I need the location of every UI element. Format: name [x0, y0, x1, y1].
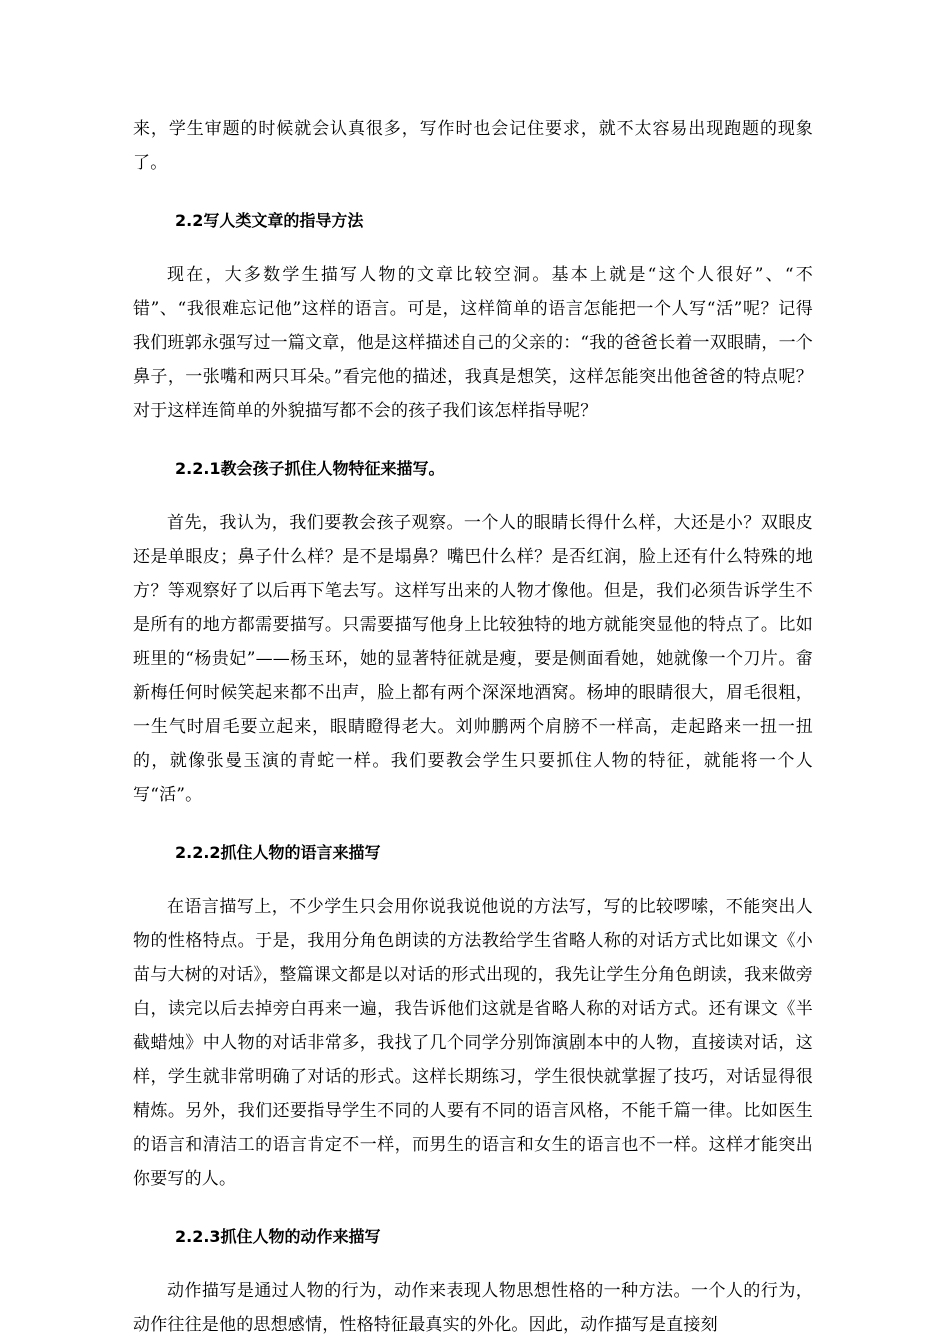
section-heading-2-2-1: 2.2.1教会孩子抓住人物特征来描写。: [175, 459, 445, 478]
paragraph-2-2-intro: 现在，大多数学生描写人物的文章比较空洞。基本上就是“这个人很好”、“不错”、“我很难忘记他”这样的语言。可是，这样简单的语言怎能把一个人写“活”呢？记得我们班郭永强写过一篇文章，他是这样描述自己的父亲的：“我的爸爸长着一双眼睛，一个鼻子，一张嘴和两只耳朵。”看完他的描述，我真是想笑，这样怎能突出他爸爸的特点呢？对于这样连简单的外貌描写都不会的孩子我们该怎样指导呢？: [133, 265, 813, 421]
paragraph-2-2-2: 在语言描写上，不少学生只会用你说我说他说的方法写，写的比较啰嗦，不能突出人物的性格特点。于是，我用分角色朗读的方法教给学生省略人称的对话方式比如课文《小苗与大树的对话》，整篇课文都是以对话的形式出现的，我先让学生分角色朗读，我来做旁白，读完以后去掉旁白再来一遍，我告诉他们这就是省略人称的对话方式。还有课文《半截蜡烛》中人物的对话非常多，我找了几个同学分别饰演剧本中的人物，直接读对话，这样，学生就非常明确了对话的形式。这样长期练习，学生很快就掌握了技巧，对话显得很精炼。另外，我们还要指导学生不同的人要有不同的语言风格，不能千篇一律。比如医生的语言和清洁工的语言肯定不一样，而男生的语言和女生的语言也不一样。这样才能突出你要写的人。: [133, 897, 813, 1189]
section-heading-2-2-3: 2.2.3抓住人物的动作来描写: [175, 1227, 381, 1246]
paragraph-continuation: 来，学生审题的时候就会认真很多，写作时也会记住要求，就不太容易出现跑题的现象了。: [133, 119, 813, 173]
document-page: [133, 112, 813, 1342]
paragraph-2-2-3: 动作描写是通过人物的行为，动作来表现人物思想性格的一种方法。一个人的行为，动作往往是他的思想感情，性格特征最真实的外化。因此，动作描写是直接刻: [133, 1281, 813, 1335]
section-heading-2-2: 2.2写人类文章的指导方法: [175, 211, 364, 230]
paragraph-2-2-1: 首先，我认为，我们要教会孩子观察。一个人的眼睛长得什么样，大还是小？双眼皮还是单眼皮；鼻子什么样？是不是塌鼻？嘴巴什么样？是否红润，脸上还有什么特殊的地方？等观察好了以后再下笔去写。这样写出来的人物才像他。但是，我们必须告诉学生不是所有的地方都需要描写。只需要描写他身上比较独特的地方就能突显他的特点了。比如班里的“杨贵妃”——杨玉环，她的显著特征就是瘦，要是侧面看她，她就像一个刀片。畲新梅任何时候笑起来都不出声，脸上都有两个深深地酒窝。杨坤的眼睛很大，眉毛很粗，一生气时眉毛要立起来，眼睛瞪得老大。刘帅鹏两个肩膀不一样高，走起路来一扭一扭的，就像张曼玉演的青蛇一样。我们要教会学生只要抓住人物的特征，就能将一个人写“活”。: [133, 513, 813, 805]
section-heading-2-2-2: 2.2.2抓住人物的语言来描写: [175, 843, 381, 862]
